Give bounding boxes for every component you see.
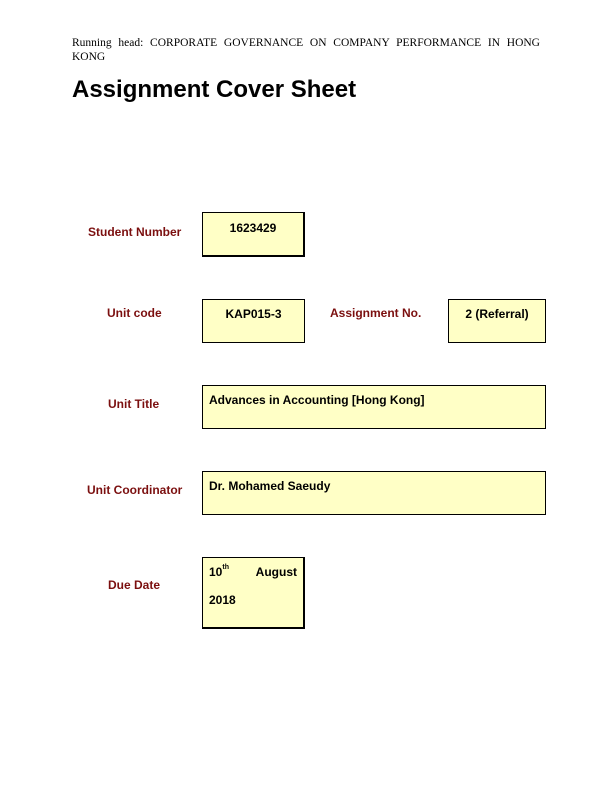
unit-code-field xyxy=(202,299,305,343)
due-date-day-number: 10 xyxy=(209,565,223,579)
assignment-no-label: Assignment No. xyxy=(330,306,422,320)
due-date-field xyxy=(202,557,305,629)
student-number-field xyxy=(202,212,305,257)
student-number-label: Student Number xyxy=(88,225,182,239)
unit-code-label: Unit code xyxy=(107,306,162,320)
unit-coordinator-label: Unit Coordinator xyxy=(87,483,183,497)
unit-coordinator-value: Dr. Mohamed Saeudy xyxy=(209,479,331,493)
assignment-no-field xyxy=(448,299,546,343)
student-number-value: 1623429 xyxy=(229,221,277,235)
unit-coordinator-field xyxy=(202,471,546,515)
due-date-label: Due Date xyxy=(108,578,161,592)
due-date-year: 2018 xyxy=(209,593,236,607)
unit-title-field xyxy=(202,385,546,429)
unit-code-value: KAP015-3 xyxy=(225,307,282,321)
assignment-no-value: 2 (Referral) xyxy=(465,307,529,321)
due-date-month: August xyxy=(255,565,297,579)
unit-title-value: Advances in Accounting [Hong Kong] xyxy=(209,393,425,407)
due-date-day-suffix: th xyxy=(222,564,229,571)
running-head: Running head: CORPORATE GOVERNANCE ON COMPANY PERFORMANCE IN HONG KONG xyxy=(72,37,540,63)
page-title: Assignment Cover Sheet xyxy=(72,76,357,103)
unit-title-label: Unit Title xyxy=(108,397,160,411)
due-date-day xyxy=(209,565,229,579)
